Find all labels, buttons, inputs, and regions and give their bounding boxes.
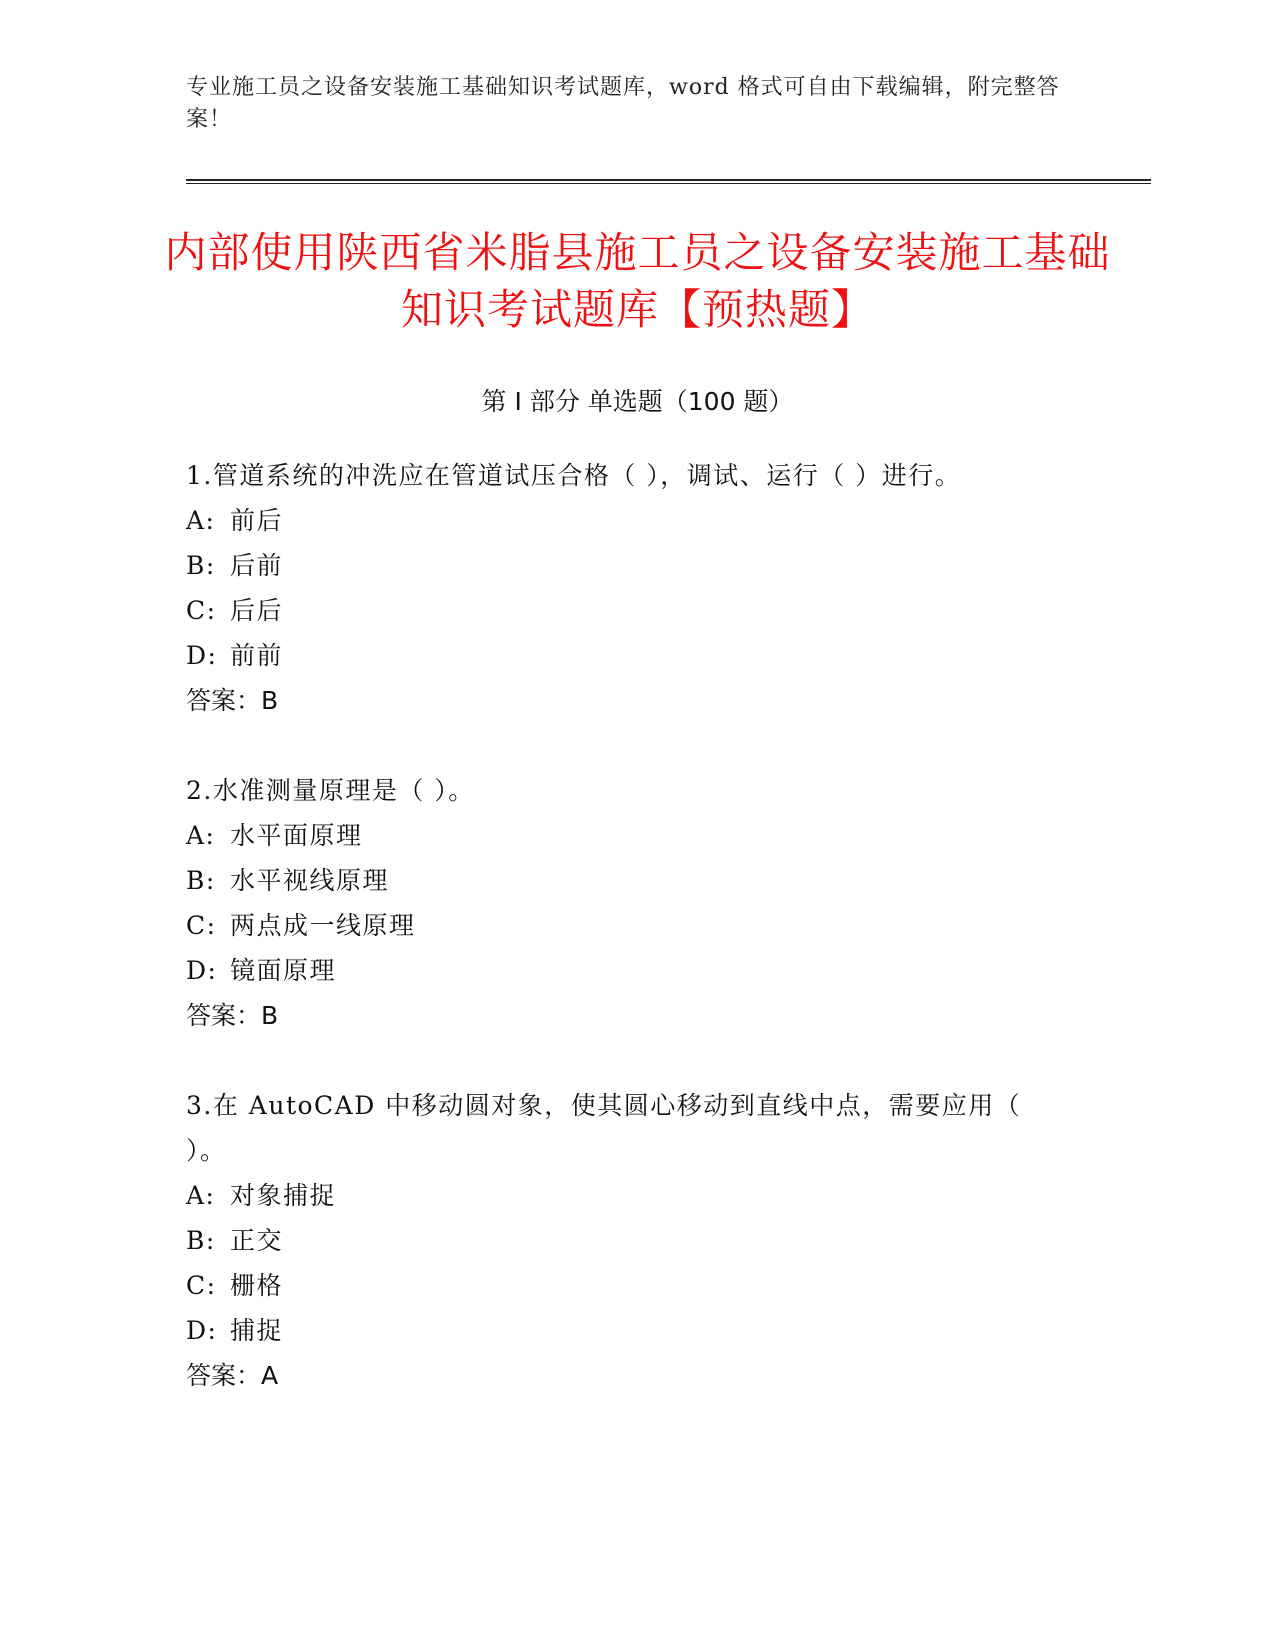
option-text: 后后: [230, 596, 284, 625]
question-stem: 2.水准测量原理是（ ）。: [186, 776, 475, 805]
option-text: 水平面原理: [230, 821, 363, 850]
question-option-a: [186, 813, 1066, 858]
question-option-d: [186, 633, 1066, 678]
question-answer: 答案：B: [186, 686, 279, 715]
option-text: 捕捉: [230, 1316, 284, 1345]
question-option-b: [186, 1218, 1066, 1263]
question-option-b: [186, 543, 1066, 588]
section-title: 第 I 部分 单选题（100 题）: [481, 387, 794, 416]
option-text: 水平视线原理: [230, 866, 390, 895]
question-option-a: [186, 1173, 1066, 1218]
option-text: 对象捕捉: [230, 1181, 337, 1210]
option-key: A:: [186, 1181, 216, 1210]
question-option-c: [186, 1263, 1066, 1308]
option-key: D:: [186, 1316, 218, 1345]
question-stem: 1.管道系统的冲洗应在管道试压合格（ ），调试、运行（ ）进行。: [186, 461, 962, 490]
option-key: B:: [186, 1226, 216, 1255]
question-answer: 答案：B: [186, 1001, 279, 1030]
question-answer: 答案：A: [186, 1361, 279, 1390]
option-key: C:: [186, 596, 217, 625]
question-1: [186, 453, 1066, 723]
question-option-d: [186, 1308, 1066, 1353]
question-2: [186, 768, 1066, 1038]
option-text: 正交: [230, 1226, 284, 1255]
question-option-c: [186, 903, 1066, 948]
header-note: 专业施工员之设备安装施工基础知识考试题库，word 格式可自由下载编辑，附完整答案！: [186, 75, 1060, 132]
question-stem: 3.在 AutoCAD 中移动圆对象，使其圆心移动到直线中点，需要应用（ ）。: [186, 1091, 1022, 1165]
option-text: 前后: [230, 506, 284, 535]
option-key: B:: [186, 866, 216, 895]
header-divider: [186, 179, 1151, 184]
question-option-c: [186, 588, 1066, 633]
option-text: 两点成一线原理: [230, 911, 416, 940]
option-text: 栅格: [230, 1271, 284, 1300]
option-key: C:: [186, 1271, 217, 1300]
option-text: 后前: [230, 551, 284, 580]
question-option-d: [186, 948, 1066, 993]
option-key: B:: [186, 551, 216, 580]
question-option-a: [186, 498, 1066, 543]
option-key: A:: [186, 821, 216, 850]
document-title: 内部使用陕西省米脂县施工员之设备安装施工基础知识考试题库【预热题】: [164, 228, 1111, 334]
option-text: 镜面原理: [230, 956, 337, 985]
option-key: D:: [186, 641, 218, 670]
option-key: C:: [186, 911, 217, 940]
option-text: 前前: [230, 641, 284, 670]
question-option-b: [186, 858, 1066, 903]
option-key: A:: [186, 506, 216, 535]
option-key: D:: [186, 956, 218, 985]
question-3: [186, 1083, 1066, 1398]
